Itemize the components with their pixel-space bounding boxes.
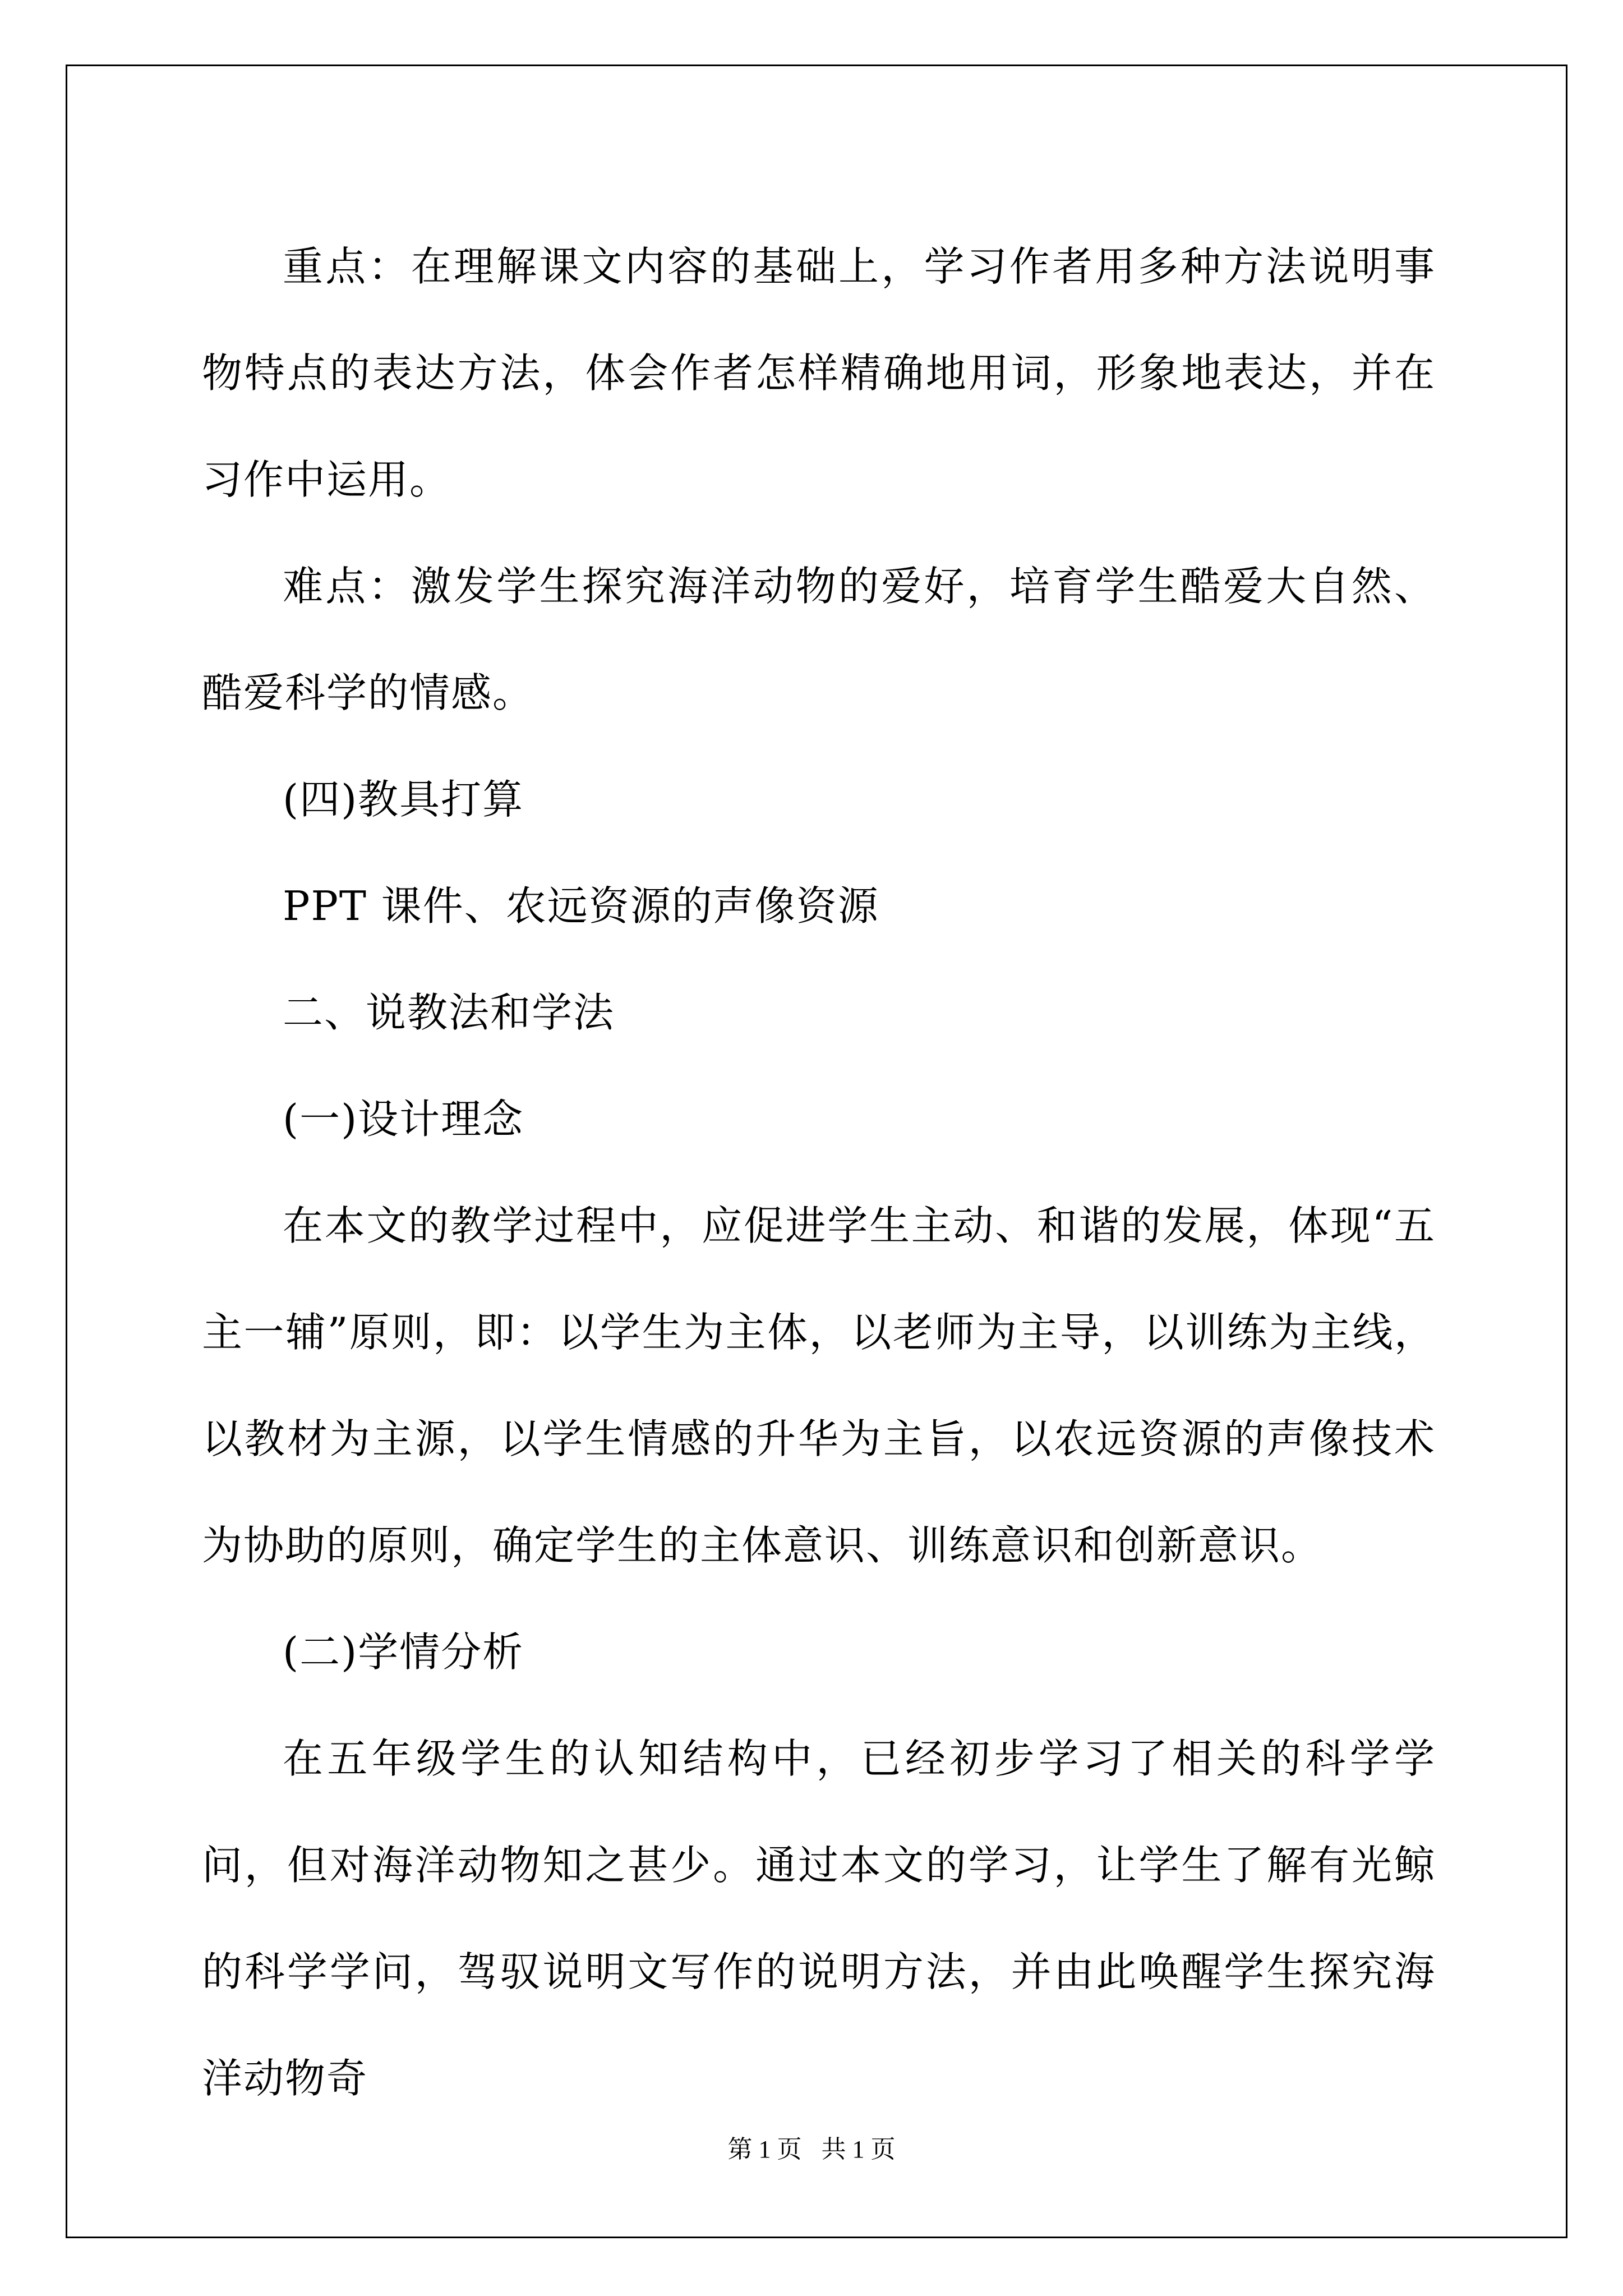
heading-teaching-aids: (四)教具打算 — [283, 776, 524, 823]
page-footer — [0, 2129, 1623, 2165]
paragraph-student-analysis: 在五年级学生的认知结构中，已经初步学习了相关的科学学问，但对海洋动物知之甚少。通过本文的学习，让学生了解有光鲸的科学学问，驾驭说明文写作的说明方法，并由此唤醒学生探究海洋动物奇 — [202, 1735, 1436, 2102]
paragraph-teaching-aids: PPT 课件、农远资源的声像资源 — [283, 882, 879, 930]
heading-design-concept: (一)设计理念 — [283, 1096, 524, 1143]
document-body — [202, 213, 1436, 2132]
heading-student-analysis: (二)学情分析 — [283, 1628, 524, 1676]
page-number: 第 1 页 — [727, 2136, 802, 2163]
paragraph-difficulties: 难点：激发学生探究海洋动物的爱好，培育学生酷爱大自然、酷爱科学的情感。 — [202, 563, 1436, 716]
page-total: 共 1 页 — [821, 2136, 896, 2163]
paragraph-key-points: 重点：在理解课文内容的基础上，学习作者用多种方法说明事物特点的表达方法，体会作者怎样精确地用词，形象地表达，并在习作中运用。 — [202, 243, 1436, 503]
heading-methods: 二、说教法和学法 — [283, 989, 615, 1036]
paragraph-design-concept: 在本文的教学过程中，应促进学生主动、和谐的发展，体现“五主一辅”原则，即：以学生为主体，以老师为主导，以训练为主线，以教材为主源，以学生情感的升华为主旨，以农远资源的声像技术为协助的原则，确定学生的主体意识、训练意识和创新意识。 — [202, 1202, 1436, 1569]
